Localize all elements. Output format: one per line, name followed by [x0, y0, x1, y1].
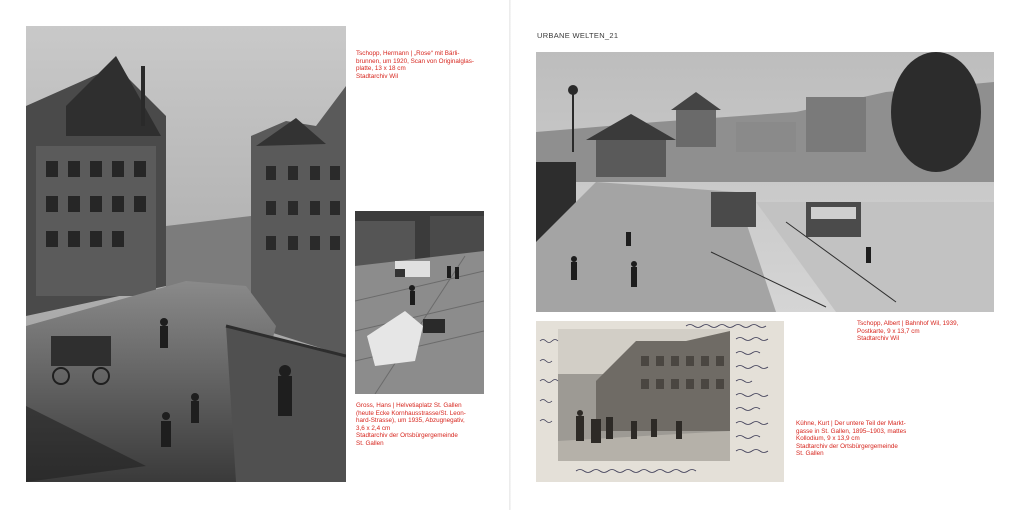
- caption-line: Kühne, Kurt | Der untere Teil der Markt-: [796, 420, 906, 427]
- caption-line: platte, 13 x 18 cm: [356, 65, 406, 73]
- caption-line: Kollodium, 9 x 13,9 cm: [796, 435, 860, 443]
- caption-bahnhof-wil: [857, 320, 958, 343]
- photo-bahnhof-wil: [536, 52, 994, 312]
- caption-line: Stadtarchiv der Ortsbürgergemeinde: [356, 432, 458, 440]
- caption-marktgasse: [796, 420, 906, 458]
- photo-marktgasse: [536, 321, 784, 482]
- page-header: URBANE WELTEN_21: [537, 31, 619, 40]
- caption-line: 3,6 x 2,4 cm: [356, 424, 391, 432]
- caption-helvetiaplatz: [356, 402, 466, 448]
- page-gutter: [509, 0, 511, 510]
- caption-rose: [356, 50, 474, 80]
- photo-rose-baerlibrunnen: [26, 26, 346, 482]
- caption-line: Stadtarchiv Wil: [356, 72, 398, 80]
- caption-line: Gross, Hans | Helvetiaplatz St. Gallen: [356, 402, 462, 409]
- caption-line: Stadtarchiv Wil: [857, 335, 899, 343]
- caption-line: Tschopp, Albert | Bahnhof Wil, 1939,: [857, 320, 959, 327]
- street-scene-photo-icon: [26, 26, 346, 482]
- caption-line: St. Gallen: [796, 450, 824, 458]
- caption-line: (heute Ecke Kornhausstrasse/St. Leon-: [356, 409, 466, 417]
- postcard-photo-icon: [536, 321, 784, 482]
- caption-line: hard-Strasse), um 1935, Abzugnegativ,: [356, 417, 465, 425]
- caption-line: Postkarte, 9 x 13,7 cm: [857, 327, 920, 335]
- caption-line: Tschopp, Hermann | „Rose“ mit Bärli-: [356, 50, 460, 57]
- railway-station-photo-icon: [536, 52, 994, 312]
- photo-helvetiaplatz: [355, 211, 484, 394]
- caption-line: brunnen, um 1920, Scan von Originalglas-: [356, 57, 474, 65]
- caption-line: gasse in St. Gallen, 1895–1903, mattes: [796, 427, 907, 435]
- square-horse-cart-photo-icon: [355, 211, 484, 394]
- caption-line: Stadtarchiv der Ortsbürgergemeinde: [796, 442, 898, 450]
- caption-line: St. Gallen: [356, 439, 384, 447]
